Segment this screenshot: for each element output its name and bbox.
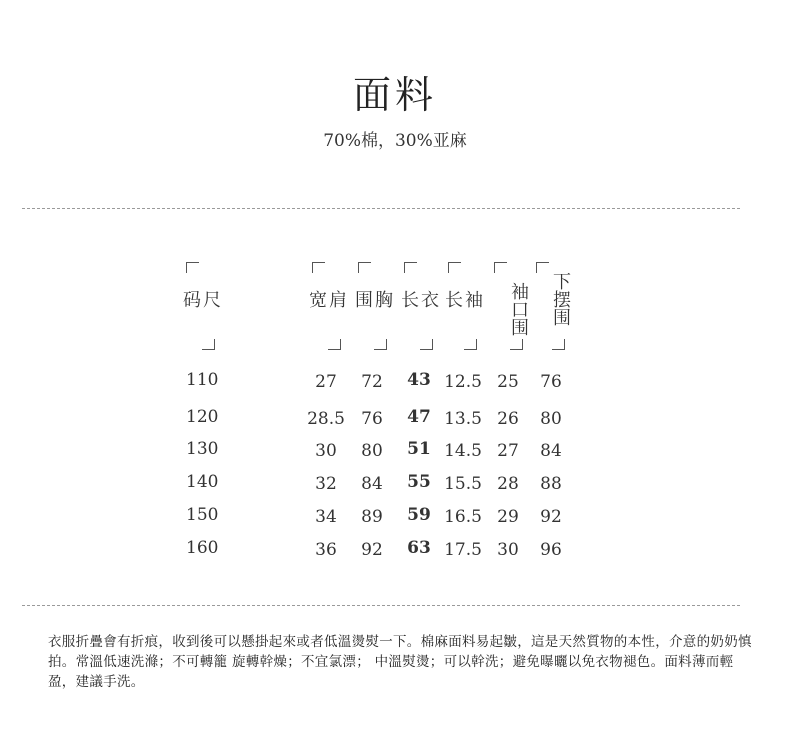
header-hem: 下摆围 bbox=[530, 262, 570, 350]
header-sleeve: 袖长 bbox=[442, 262, 482, 350]
care-instructions: 衣服折疊會有折痕，收到後可以懸掛起來或者低溫燙熨一下。棉麻面料易起皺，這是天然質物的本性，介意的奶奶慎拍。常溫低速洗滌；不可轉籠 旋轉幹燥；不宜氯漂； 中溫熨燙；可以幹洗；避免曝曬以免衣物褪色。面料薄而輕盈，建議手洗。 bbox=[48, 634, 752, 690]
fabric-title: 面料 bbox=[352, 73, 437, 117]
top-divider bbox=[22, 208, 740, 209]
header-size: 尺码 bbox=[180, 262, 220, 350]
header-cuff: 袖口围 bbox=[488, 262, 528, 350]
bottom-divider bbox=[22, 605, 740, 606]
header-length: 衣长 bbox=[398, 262, 438, 350]
header-shoulder: 肩宽 bbox=[306, 262, 346, 350]
header-chest: 胸围 bbox=[352, 262, 392, 350]
fabric-composition: 70%棉，30%亚麻 bbox=[323, 131, 467, 151]
